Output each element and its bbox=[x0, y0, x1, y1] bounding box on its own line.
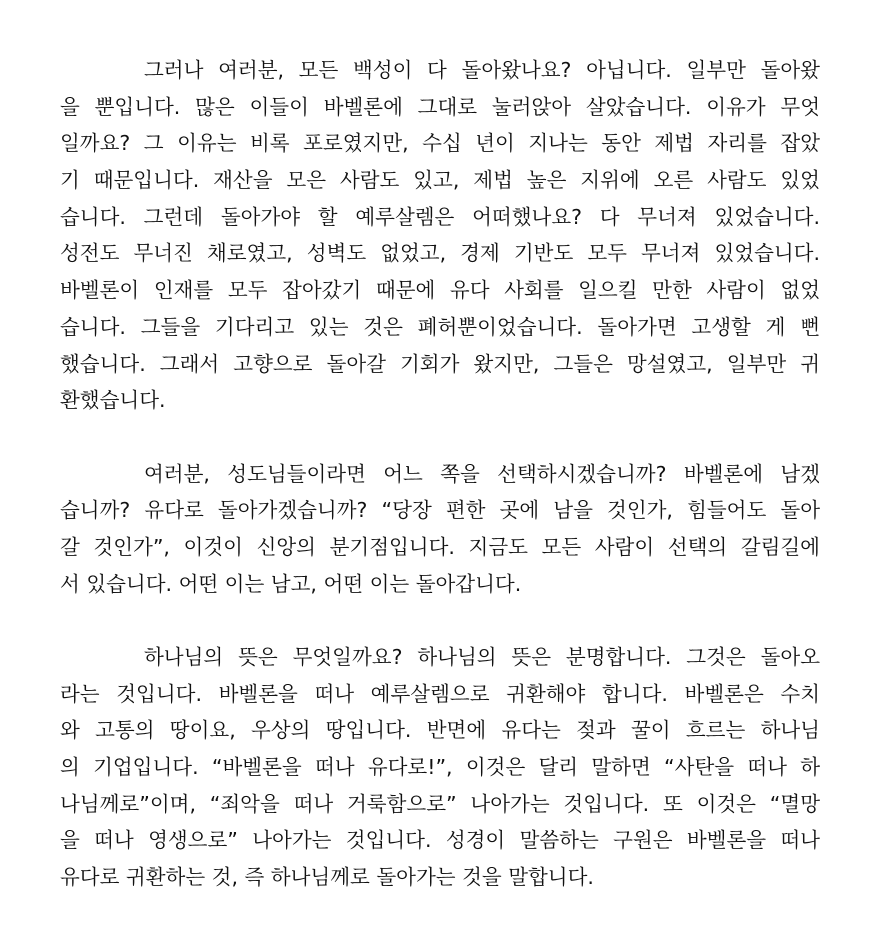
text-line: 그러나 여러분, 모든 백성이 다 돌아왔나요? 아닙니다. 일부만 돌아왔 bbox=[144, 58, 820, 82]
text-line: 나님께로”이며, “죄악을 떠나 거룩함으로” 나아가는 것입니다. 또 이것은 “멸망 bbox=[60, 791, 820, 816]
paragraph-1 bbox=[60, 52, 820, 419]
text-line: 라는 것입니다. 바벨론을 떠나 예루살렘으로 귀환해야 합니다. 바벨론은 수치 bbox=[60, 681, 820, 706]
document-body bbox=[60, 52, 820, 896]
text-line: 일까요? 그 이유는 비록 포로였지만, 수십 년이 지나는 동안 제법 자리를 잡았 bbox=[60, 131, 820, 156]
text-line: 유다로 귀환하는 것, 즉 하나님께로 돌아가는 것을 말합니다. bbox=[60, 865, 594, 890]
text-line: 바벨론이 인재를 모두 잡아갔기 때문에 유다 사회를 일으킬 만한 사람이 없었 bbox=[60, 278, 820, 303]
text-line: 을 떠나 영생으로” 나아가는 것입니다. 성경이 말씀하는 구원은 바벨론을 떠나 bbox=[60, 828, 820, 853]
text-line: 하나님의 뜻은 무엇일까요? 하나님의 뜻은 분명합니다. 그것은 돌아오 bbox=[144, 645, 820, 669]
text-line: 습니까? 유다로 돌아가겠습니까? “당장 편한 곳에 남을 것인가, 힘들어도 돌아 bbox=[60, 498, 820, 523]
text-line: 습니다. 그들을 기다리고 있는 것은 폐허뿐이었습니다. 돌아가면 고생할 게 뻔 bbox=[60, 314, 820, 339]
text-line: 성전도 무너진 채로였고, 성벽도 없었고, 경제 기반도 모두 무너져 있었습니다. bbox=[60, 241, 820, 266]
text-line: 와 고통의 땅이요, 우상의 땅입니다. 반면에 유다는 젖과 꿀이 흐르는 하나님 bbox=[60, 718, 820, 743]
text-line: 을 뿐입니다. 많은 이들이 바벨론에 그대로 눌러앉아 살았습니다. 이유가 무엇 bbox=[60, 94, 820, 119]
text-line: 했습니다. 그래서 고향으로 돌아갈 기회가 왔지만, 그들은 망설였고, 일부만 귀 bbox=[60, 351, 820, 376]
text-line: 기 때문입니다. 재산을 모은 사람도 있고, 제법 높은 지위에 오른 사람도 있었 bbox=[60, 168, 820, 193]
paragraph-3 bbox=[60, 639, 820, 896]
paragraph-2 bbox=[60, 456, 820, 603]
text-line: 갈 것인가”, 이것이 신앙의 분기점입니다. 지금도 모든 사람이 선택의 갈림길에 bbox=[60, 534, 820, 559]
text-line: 서 있습니다. 어떤 이는 남고, 어떤 이는 돌아갑니다. bbox=[60, 571, 522, 596]
text-line: 습니다. 그런데 돌아가야 할 예루살렘은 어떠했나요? 다 무너져 있었습니다. bbox=[60, 204, 820, 229]
text-line: 여러분, 성도님들이라면 어느 쪽을 선택하시겠습니까? 바벨론에 남겠 bbox=[144, 461, 820, 486]
text-line: 환했습니다. bbox=[60, 388, 166, 413]
text-line: 의 기업입니다. “바벨론을 떠나 유다로!”, 이것은 달리 말하면 “사탄을 떠나 하 bbox=[60, 755, 820, 780]
